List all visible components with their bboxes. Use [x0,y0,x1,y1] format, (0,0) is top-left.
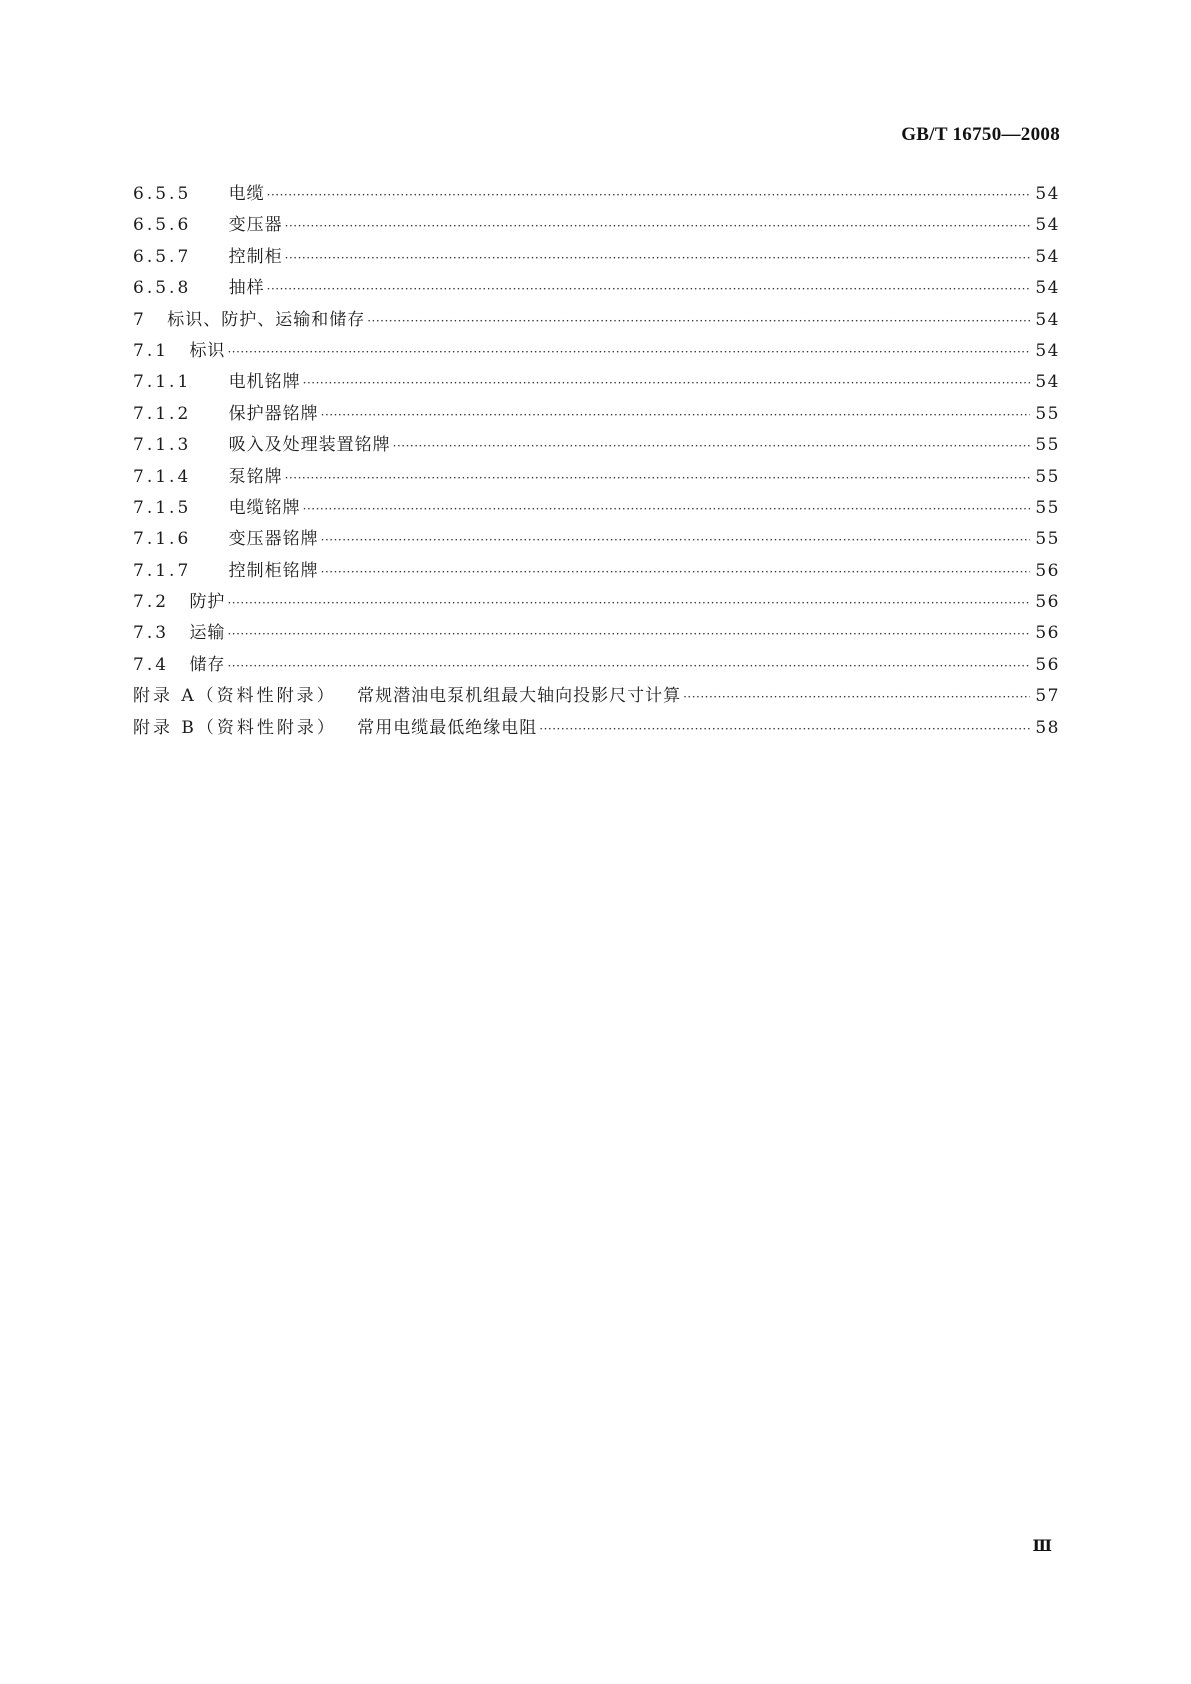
toc-entry-title: 吸入及处理装置铭牌 [228,435,391,456]
toc-dot-leader [227,651,1030,682]
toc-entry[interactable] [133,336,1060,367]
toc-entry-number: 7.1.3 [133,435,192,456]
toc-entry-number: 7.1.7 [133,560,192,581]
toc-entry-page: 54 [1035,309,1060,330]
toc-dot-leader [285,243,1030,274]
toc-entry[interactable] [133,242,1060,273]
toc-entry-number: 7.1.2 [133,403,192,424]
toc-dot-leader [227,588,1030,619]
toc-entry-page: 56 [1035,623,1060,644]
toc-entry[interactable] [133,367,1060,398]
toc-entry-title: 抽样 [228,278,265,299]
toc-entry-page: 56 [1035,592,1060,613]
toc-entry[interactable] [133,650,1060,681]
toc-dot-leader [303,494,1030,525]
toc-entry[interactable] [133,556,1060,587]
toc-entry-page: 56 [1035,654,1060,675]
toc-dot-leader [683,682,1030,713]
toc-entry-title: 储存 [189,654,226,675]
toc-entry[interactable] [133,273,1060,304]
table-of-contents [133,179,1060,744]
toc-entry-title: 运输 [189,623,226,644]
toc-dot-leader [285,211,1030,242]
toc-entry-page: 58 [1035,717,1060,738]
toc-entry-number: 附录 B（资料性附录） [133,717,337,738]
toc-entry[interactable] [133,618,1060,649]
toc-dot-leader [303,368,1030,399]
toc-entry-title: 电缆铭牌 [228,497,301,518]
toc-entry[interactable] [133,493,1060,524]
toc-entry[interactable] [133,587,1060,618]
toc-entry-number: 6.5.5 [133,184,192,204]
toc-dot-leader [267,180,1030,211]
toc-dot-leader [267,274,1030,305]
toc-entry-page: 54 [1035,246,1060,267]
toc-entry[interactable] [133,430,1060,461]
toc-entry-title: 变压器 [228,215,283,236]
toc-entry[interactable] [133,462,1060,493]
toc-entry[interactable] [133,524,1060,555]
toc-entry[interactable] [133,305,1060,336]
toc-entry-page: 55 [1035,403,1060,424]
toc-entry-page: 56 [1035,560,1060,581]
toc-entry-page: 55 [1035,529,1060,550]
toc-dot-leader [321,557,1030,588]
toc-entry-number: 7.2 [133,592,170,613]
toc-entry-page: 54 [1035,340,1060,361]
toc-entry-number: 7.3 [133,623,170,644]
toc-dot-leader [539,714,1030,745]
toc-entry-number: 7.1.5 [133,497,192,518]
toc-dot-leader [321,525,1030,556]
toc-entry-title: 标识、防护、运输和储存 [167,309,366,330]
toc-entry-title: 常规潜油电泵机组最大轴向投影尺寸计算 [357,686,682,707]
toc-entry-number: 6.5.6 [133,215,192,236]
toc-entry[interactable] [133,681,1060,712]
standard-code: GB/T 16750—2008 [901,124,1060,145]
toc-entry-page: 57 [1035,686,1060,707]
toc-entry-title: 变压器铭牌 [228,529,319,550]
toc-entry[interactable] [133,210,1060,241]
toc-entry-number: 7.1 [133,340,170,361]
toc-entry-title: 保护器铭牌 [228,403,319,424]
toc-entry-number: 7.1.1 [133,372,192,393]
toc-dot-leader [367,306,1030,337]
toc-dot-leader [227,337,1030,368]
toc-entry-number: 7.1.4 [133,466,192,487]
toc-entry-title: 控制柜 [228,246,283,267]
toc-entry[interactable] [133,713,1060,744]
toc-dot-leader [321,400,1030,431]
toc-entry-title: 电缆 [228,184,265,204]
toc-entry-title: 电机铭牌 [228,372,301,393]
toc-entry-number: 7.4 [133,654,170,675]
toc-entry-number: 7 [133,309,147,330]
toc-entry-page: 55 [1035,435,1060,456]
toc-entry-page: 54 [1035,372,1060,393]
toc-entry-title: 防护 [189,592,226,613]
toc-entry-number: 6.5.8 [133,278,192,299]
toc-dot-leader [285,463,1030,494]
toc-entry-page: 54 [1035,184,1060,204]
toc-entry-page: 55 [1035,497,1060,518]
toc-dot-leader [393,431,1030,462]
toc-entry[interactable] [133,179,1060,210]
toc-entry-page: 54 [1035,215,1060,236]
toc-entry-title: 控制柜铭牌 [228,560,319,581]
toc-entry-page: 54 [1035,278,1060,299]
toc-entry-title: 标识 [189,340,226,361]
toc-entry-title: 泵铭牌 [228,466,283,487]
toc-entry-number: 7.1.6 [133,529,192,550]
toc-entry-title: 常用电缆最低绝缘电阻 [357,717,538,738]
toc-entry[interactable] [133,399,1060,430]
toc-entry-number: 附录 A（资料性附录） [133,686,337,707]
toc-dot-leader [227,619,1030,650]
toc-entry-number: 6.5.7 [133,246,192,267]
toc-entry-page: 55 [1035,466,1060,487]
page-number: Ⅲ [1032,1538,1052,1555]
